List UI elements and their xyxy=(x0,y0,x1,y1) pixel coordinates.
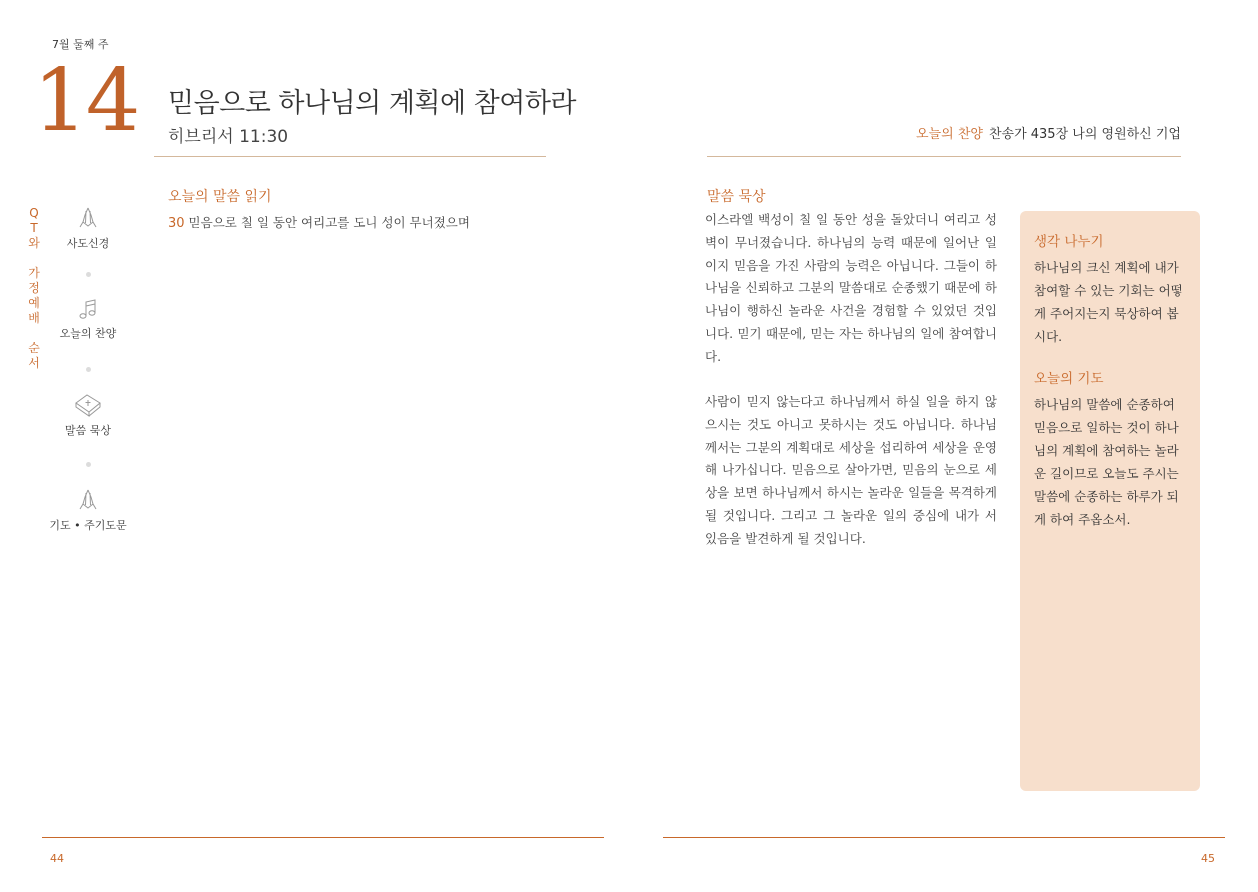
sidebar-item-meditation xyxy=(48,392,128,438)
separator-dot xyxy=(86,367,91,372)
header-divider-right xyxy=(707,156,1181,157)
bible-icon xyxy=(73,392,103,418)
vertical-char: 서 xyxy=(28,356,40,370)
sidebar-item-prayer xyxy=(48,487,128,533)
page-title: 믿음으로 하나님의 계획에 참여하라 xyxy=(168,88,576,119)
sidebar-item-label: 기도 • 주기도문 xyxy=(49,519,127,532)
vertical-char: 배 xyxy=(28,311,40,325)
meditation-heading: 말씀 묵상 xyxy=(707,189,766,205)
header-divider-left xyxy=(154,156,546,157)
vertical-char: 예 xyxy=(28,296,40,310)
footer-divider-left xyxy=(42,837,604,838)
praying-hands-icon xyxy=(75,487,101,513)
vertical-gap xyxy=(26,251,42,266)
sidebar-item-creed xyxy=(48,205,128,251)
week-label: 7월 둘째 주 xyxy=(52,38,109,51)
sidebar-item-label: 사도신경 xyxy=(66,237,110,250)
hymn-label: 오늘의 찬양 xyxy=(916,127,983,142)
vertical-section-label xyxy=(26,206,42,371)
vertical-char: 정 xyxy=(28,281,40,295)
prayer-text: 하나님의 말씀에 순종하여 믿음으로 일하는 것이 하나님의 계획에 참여하는 놀라운 길이므로 오늘도 주시는 말씀에 순종하는 하루가 되게 하여 주옵소서. xyxy=(1034,397,1179,527)
vertical-char: T xyxy=(30,221,38,235)
todays-hymn xyxy=(916,123,1181,142)
footer-divider-right xyxy=(663,837,1225,838)
page-number-left: 44 xyxy=(50,852,64,865)
verse-line xyxy=(168,213,470,231)
sidebar-item-label: 오늘의 찬양 xyxy=(59,327,117,340)
sidebar-item-hymn xyxy=(48,297,128,341)
verse-number: 30 xyxy=(168,216,185,231)
vertical-char: 가 xyxy=(28,266,40,280)
vertical-gap xyxy=(26,326,42,341)
page-number-right: 45 xyxy=(1201,852,1215,865)
separator-dot xyxy=(86,462,91,467)
music-note-icon xyxy=(75,297,101,321)
meditation-paragraph: 사람이 믿지 않는다고 하나님께서 하실 일을 하지 않으시는 것도 아니고 못하시는 것도 아닙니다. 하나님께서는 그분의 계획대로 세상을 섭리하여 세상을 운영해 나가십니다. 믿음으로 살아가면, 믿음의 눈으로 세상을 보면 하나님께서 하시는 놀라운 일들을 목격하게 될 것입니다. 그리고 그 놀라운 일의 중심에 내가 서 있음을 발견하게 될 것입니다. xyxy=(705,394,997,546)
scripture-reference: 히브리서 11:30 xyxy=(168,127,289,147)
reflection-box xyxy=(1020,211,1200,791)
praying-hands-icon xyxy=(75,205,101,231)
hymn-text: 찬송가 435장 나의 영원하신 기업 xyxy=(988,127,1181,142)
day-number: 14 xyxy=(33,51,139,151)
separator-dot xyxy=(86,272,91,277)
prayer-heading: 오늘의 기도 xyxy=(1034,371,1104,387)
vertical-char: 와 xyxy=(28,236,40,250)
vertical-char: 순 xyxy=(28,341,40,355)
sharing-heading: 생각 나누기 xyxy=(1034,234,1104,250)
sidebar-item-label: 말씀 묵상 xyxy=(64,424,111,437)
reading-heading: 오늘의 말씀 읽기 xyxy=(168,189,272,205)
meditation-paragraph: 이스라엘 백성이 칠 일 동안 성을 돌았더니 여리고 성벽이 무너졌습니다. 하나님의 능력 때문에 일어난 일이지 믿음을 가진 사람의 능력은 아닙니다. 그들이 하나님을 신뢰하고 그분의 말씀대로 순종했기 때문에 하나님이 행하신 놀라운 사건을 경험할 수 있었던 것입니다. 믿기 때문에, 믿는 자는 하나님의 일에 참여합니다. xyxy=(705,212,997,364)
vertical-char: Q xyxy=(29,206,39,220)
sharing-text: 하나님의 크신 계획에 내가 참여할 수 있는 기회는 어떻게 주어지는지 묵상하여 봅시다. xyxy=(1034,260,1183,344)
verse-text: 믿음으로 칠 일 동안 여리고를 도니 성이 무너졌으며 xyxy=(188,215,470,230)
